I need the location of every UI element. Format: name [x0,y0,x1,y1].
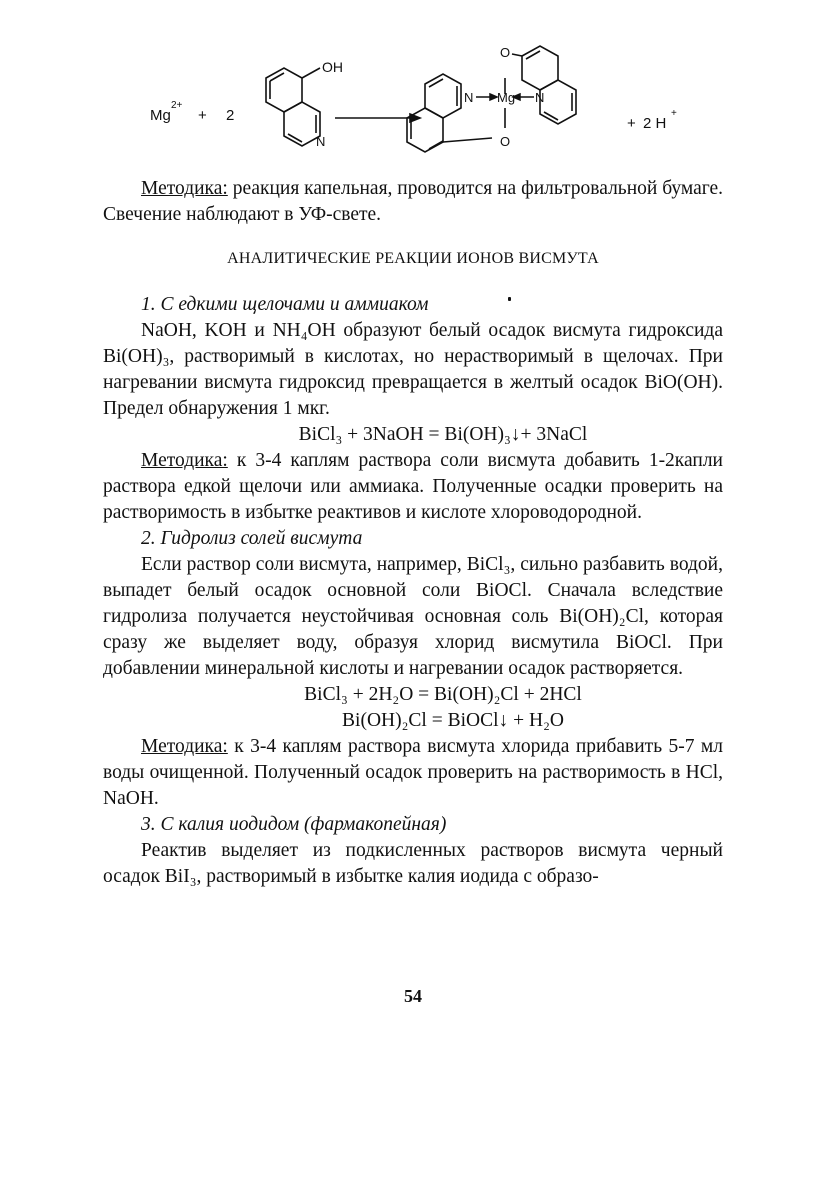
section-heading: АНАЛИТИЧЕСКИЕ РЕАКЦИИ ИОНОВ ВИСМУТА [227,250,599,267]
equation-1: BiCl₃ + 3NaOH = Bi(OH)₃↓+ 3NaCl [298,424,588,445]
h-product-label: 2 H [643,115,667,132]
subsection-2-text: Если раствор соли висмута, например, BiCl₃, сильно разбавить водой, выпадет белый осадок основной соли BiOCl. Сначала вследствие гидролиза получается неустойчивая основная соль Bi(OH)₂Cl, которая сразу же выделяет воду, образуя хлорид висмутила BiOCl. При добавлении минеральной кислоты и нагревании осадок растворяется. [103,554,723,679]
plus-sign-product: + [627,115,636,132]
mg-ion-label: Mg [150,107,171,124]
reaction-scheme [140,28,700,168]
coefficient-label: 2 [226,107,235,124]
n-label-left: N [316,134,326,149]
equation-3: Bi(OH)₂Cl = BiOCl↓ + H₂O [342,710,564,731]
h-charge-label: + [671,108,677,119]
methodology-paragraph-2 [103,734,723,812]
methodology-paragraph-1 [103,448,723,526]
methodology-paragraph [103,176,723,228]
o-top-label: O [500,45,511,60]
o-bottom-label: O [500,134,511,149]
hydroxyquinoline-structure [266,68,320,146]
subsection-1-text: NaOH, KOH и NH₄OH образуют белый осадок висмута гидроксида Bi(OH)₃, растворимый в кислотах, но нерастворимый в щелочах. При нагревании висмута гидроксид превращается в желтый осадок BiO(OH). Предел обнаружения 1 мкг. [103,320,723,419]
methodology-text-1: к 3-4 каплям раствора соли висмута добавить 1-2капли раствора едкой щелочи или аммиака. Полученные осадки проверить на растворимость в избытке реактивов и кислоте хлороводородной. [103,450,723,523]
equation-2: BiCl₃ + 2H₂O = Bi(OH)₂Cl + 2HCl [304,684,582,705]
subsection-title-1: 1. С едкими щелочами и аммиаком [141,294,429,315]
methodology-label-1: Методика: [141,450,228,471]
methodology-label-2: Методика: [141,736,228,757]
mg-charge-label: 2+ [171,100,183,111]
page-number: 54 [404,986,422,1006]
methodology-text: реакция капельная, проводится на фильтровальной бумаге. Свечение наблюдают в УФ-свете. [103,178,723,225]
oh-label: OH [322,59,343,75]
methodology-label: Методика: [141,178,228,199]
methodology-text-2: к 3-4 каплям раствора висмута хлорида прибавить 5-7 мл воды очищенной. Полученный осадок проверить на растворимость в HCl, NaOH. [103,736,723,809]
subsection-title-2: 2. Гидролиз солей висмута [141,528,363,549]
n-label-right: N [535,90,545,105]
n-label-mid: N [464,90,474,105]
subsection-title-3: 3. С калия иодидом (фармакопейная) [141,814,447,835]
body-text [103,292,723,890]
plus-sign: + [198,107,207,124]
mg-center-label: Mg [497,90,516,105]
subsection-3-text: Реактив выделяет из подкисленных растворов висмута черный осадок BiI₃, растворимый в избытке калия иодида с образо- [103,840,723,887]
methodology-block-1 [103,176,723,228]
